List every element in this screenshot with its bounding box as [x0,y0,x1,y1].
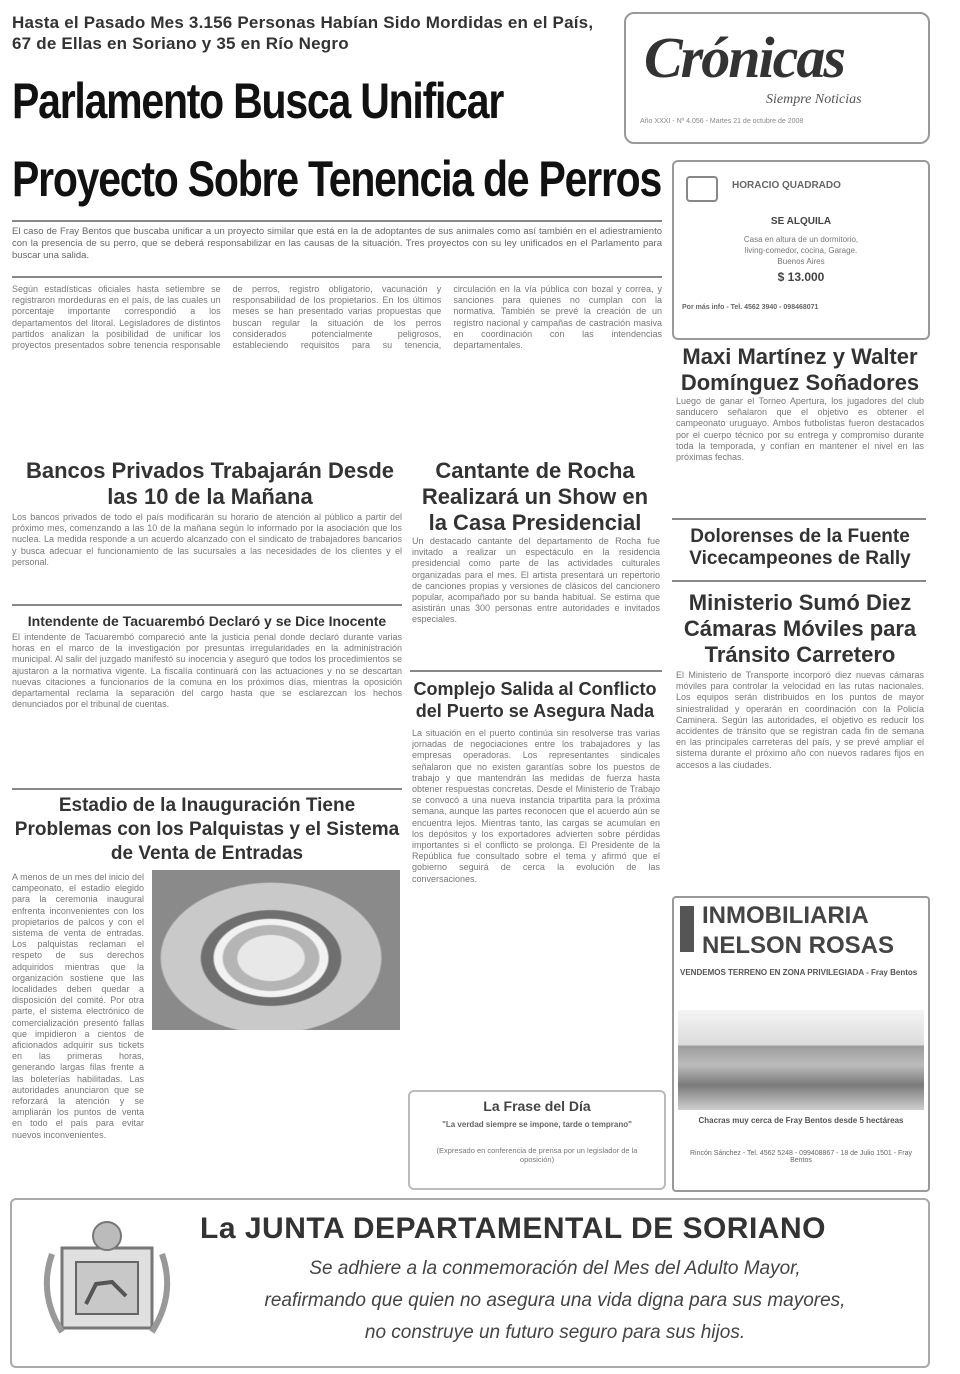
kicker-text: Hasta el Pasado Mes 3.156 Personas Habían Sido Mordidas en el País, 67 de Ellas en Soriano y 35 en Río Negro [12,13,594,53]
conflicto-title: Complejo Salida al Conflicto del Puerto se Asegura Nada [413,679,657,721]
realestate-offer: VENDEMOS TERRENO EN ZONA PRIVILEGIADA - Fray Bentos [680,968,918,977]
rental-ad [672,160,930,340]
newspaper-logo: Crónicas [644,25,844,90]
ad-line-2: living-comedor, cocina, Garage. [744,246,858,255]
main-headline-line1: Parlamento Busca Unificar [12,73,504,129]
land-photo [678,1010,924,1110]
rule-left-1 [12,604,402,606]
realestate-note: Chacras muy cerca de Fray Bentos desde 5 hectáreas [698,1116,904,1125]
rule-left-2 [12,788,402,790]
junta-line2: reafirmando que quien no asegura una vida digna para sus mayores, [264,1290,846,1311]
maxi-body: Luego de ganar el Torneo Apertura, los jugadores del club sanducero señalaron que el objetivo es obtener el campeonato uruguayo. Ambos futbolistas fueron destacados por el cuerpo técnico por su entrega y compromiso durante toda la temporada, y confían en mantener el nivel en las próximas fechas. [676,396,924,463]
frase-attribution: (Expresado en conferencia de prensa por un legislador de la oposición) [436,1146,638,1164]
frase-box [408,1090,666,1190]
ad-company: HORACIO QUADRADO [732,180,841,191]
maxi-title: Maxi Martínez y Walter Domínguez Soñadores [680,344,920,395]
house-icon [686,176,718,202]
main-headline-line2: Proyecto Sobre Tenencia de Perros [12,151,662,207]
realestate-address: Rincón Sánchez - Tel. 4562 5248 - 099408867 - 18 de Julio 1501 - Fray Bentos [689,1150,913,1164]
realestate-line2: NELSON ROSAS [702,932,895,959]
ministerio-body: El Ministerio de Transporte incorporó diez nuevas cámaras móviles para controlar la velocidad en las rutas nacionales. Los equipos serán distribuidos en los puntos de mayor siniestralidad y operarán en coordinación con la Policía Caminera. Según las autoridades, el objetivo es reducir los accidentes de tránsito que se registran cada fin de semana en las principales carreteras del país, y se prevé ampliar el sistema durante el próximo año con nuevos radares fijos en accesos a las ciudades. [676,670,924,770]
frase-title: La Frase del Día [483,1098,591,1114]
intendente-body: El intendente de Tacuarembó compareció ante la justicia penal donde declaró durante varias horas en el marco de la investigación por presuntas irregularidades en la administración municipal. Al salir del juzgado manifestó su inocencia y aseguró que todos los procedimientos se ajustaron a la normativa vigente. La fiscalía continuará con las actuaciones y no se descartan nuevas citaciones a funcionarios de la comuna en los próximos días, mientras la oposición departamental reclama la separación del cargo hasta que se esclarezcan los hechos denunciados por el tribunal de cuentas. [12,632,402,710]
junta-title: La JUNTA DEPARTAMENTAL DE SORIANO [200,1212,826,1245]
realestate-ad [672,896,930,1192]
lead-rule-bottom [12,276,662,278]
ad-line-3: Buenos Aires [777,257,825,266]
coat-of-arms [34,1214,180,1352]
bancos-body: Los bancos privados de todo el país modificarán su horario de atención al público a partir del próximo mes, comenzando a las 10 de la mañana según lo informado por la asociación que los nuclea. La medida responde a un acuerdo alcanzado con el sindicato de trabajadores bancarios y busca adecuar el funcionamiento de las sucursales a las necesidades de los clientes y el personal. [12,512,402,567]
bancos-title: Bancos Privados Trabajarán Desde las 10 de la Mañana [25,458,395,509]
ad-footer: Por más info - Tel. 4562 3940 - 098468071 [682,304,819,311]
building-icon [680,906,694,952]
rule-right-1 [672,518,926,520]
rule-right-2 [672,580,926,582]
rally-title: Dolorenses de la Fuente Vicecampeones de Rally [689,526,911,569]
lead-body: Según estadísticas oficiales hasta setiembre se registraron mordeduras en el país, de las cuales un porcentaje importante correspondió a los departamentos del litoral. Legisladores de distintos partidos analizan la posibilidad de unificar los proyectos presentados sobre tenencia responsable de perros, registro obligatorio, vacunación y responsabilidad de los propietarios. En los últimos meses se han presentado varias propuestas que buscan regular la situación de los perros considerados potencialmente peligrosos, estableciendo requisitos para su tenencia, circulación en la vía pública con bozal y correa, y sanciones para quienes no cumplan con la normativa. También se prevé la creación de un registro nacional y campañas de castración masiva en coordinación con las intendencias departamentales. [12,284,662,351]
stadium-photo [152,870,400,1030]
issue-line: Año XXXI - Nº 4.056 - Martes 21 de octubre de 2008 [640,118,804,125]
ad-price: $ 13.000 [777,270,825,284]
lead-summary: El caso de Fray Bentos que buscaba unificar a un proyecto similar que está en la de adoptantes de sus animales como así también en el adiestramiento con la presencia de su perro, que se deberá responsabilizar en las causas de la situación. Tres proyectos con su ley unificados en el Parlamento para buscar una salida. [12,226,662,261]
cantante-title: Cantante de Rocha Realizará un Show en la Casa Presidencial [421,458,649,535]
intendente-title: Intendente de Tacuarembó Declaró y se Dice Inocente [27,613,387,629]
frase-quote: "La verdad siempre se impone, tarde o temprano" [442,1120,632,1129]
lead-rule-top [12,220,662,222]
realestate-line1: INMOBILIARIA [702,902,869,929]
rule-center-1 [410,670,662,672]
estadio-title: Estadio de la Inauguración Tiene Problemas con los Palquistas y el Sistema de Venta de Entradas [14,795,400,864]
masthead-logo-box [624,12,930,144]
conflicto-body: La situación en el puerto continúa sin resolverse tras varias jornadas de negociaciones entre los trabajadores y las empresas operadoras. Los representantes sindicales señalaron que no existen garantías sobre los puestos de trabajo y que mantendrán las medidas de fuerza hasta obtener respuestas concretas. Desde el Ministerio de Trabajo se convocó a una nueva instancia tripartita para la próxima semana, aunque las partes reconocen que el acuerdo aún se encuentra lejos. Mientras tanto, las cargas se acumulan en los depósitos y los exportadores advierten sobre pérdidas importantes si el conflicto se prolonga. El Presidente de la República fue consultado sobre el tema y afirmó que el gobierno seguirá de cerca la evolución de las conversaciones. [412,728,660,884]
junta-line3: no construye un futuro seguro para sus hijos. [364,1322,746,1343]
ministerio-title: Ministerio Sumó Diez Cámaras Móviles para Tránsito Carretero [683,590,917,667]
junta-line1: Se adhiere a la conmemoración del Mes del Adulto Mayor, [309,1258,801,1279]
cantante-body: Un destacado cantante del departamento de Rocha fue invitado a realizar un espectáculo en la residencia presidencial como parte de las actividades culturales organizadas para el mes. El artista presentará un repertorio de canciones propias y versiones de clásicos del cancionero popular, acompañado por su banda habitual. Se estima que asistirán unas 300 personas entre autoridades e invitados especiales. [412,536,660,625]
junta-ad [10,1198,930,1368]
ad-title: SE ALQUILA [770,216,832,227]
logo-tagline: Siempre Noticias [766,92,862,107]
ad-line-1: Casa en altura de un dormitorio, [743,235,859,244]
estadio-body: A menos de un mes del inicio del campeonato, el estadio elegido para la ceremonia inaugural enfrenta inconvenientes con los propietarios de palcos y con el sistema de venta de entradas. Los palquistas reclaman el respeto de sus derechos adquiridos mientras que la organización sostiene que las localidades deben quedar a disposición del comité. Por otra parte, el sistema electrónico de comercialización presentó fallas que impidieron a cientos de aficionados adquirir sus tickets en las primeras horas, generando largas filas frente a las boleterías habilitadas. Las autoridades anunciaron que se reforzará la atención y se ampliarán los puntos de venta en todo el país para evitar nuevos inconvenientes. [12,872,144,1140]
